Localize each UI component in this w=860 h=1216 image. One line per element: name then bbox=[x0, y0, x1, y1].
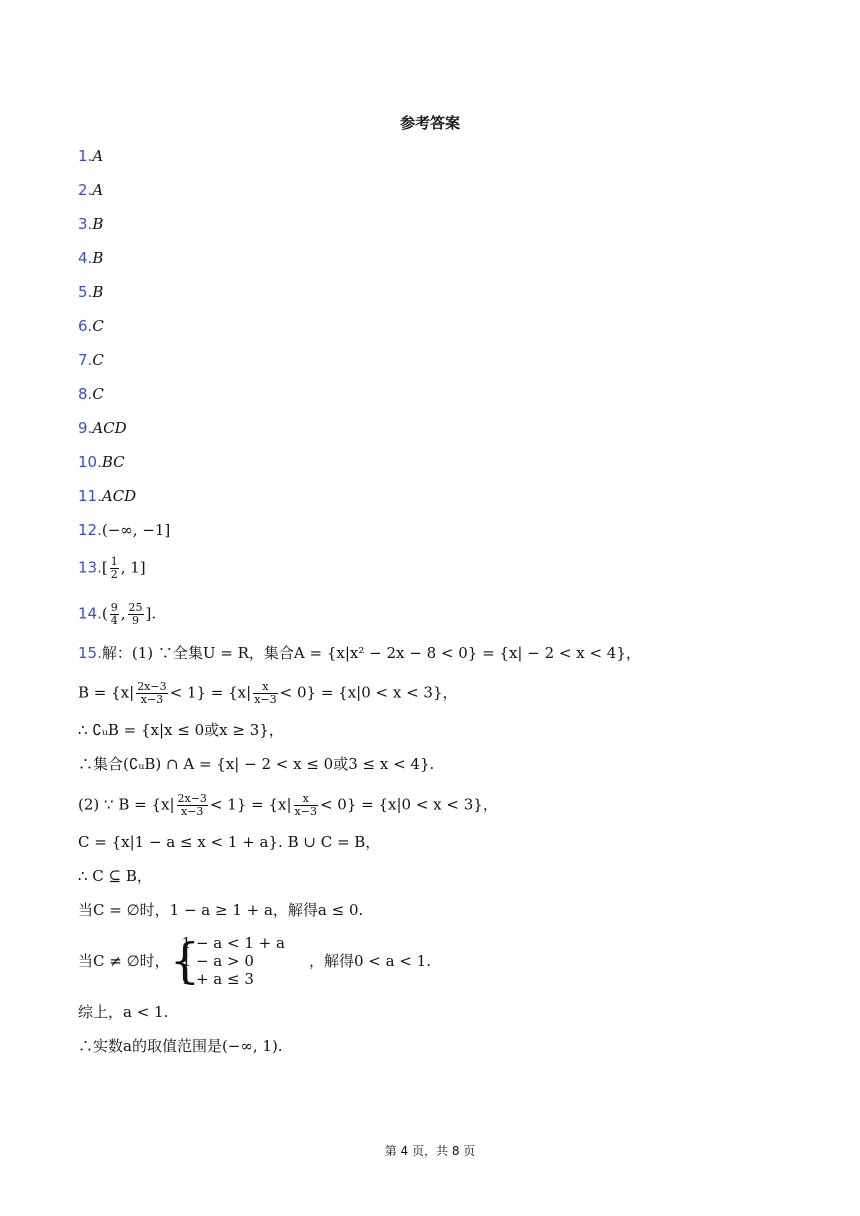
answer-text: A bbox=[92, 147, 104, 165]
answer-text: ACD bbox=[92, 419, 127, 437]
question-number: 14. bbox=[78, 604, 102, 623]
fraction: $\frac{2x-3}{x-3}$ bbox=[177, 792, 207, 818]
answer-text: B bbox=[92, 215, 104, 233]
answer-text: B bbox=[92, 249, 104, 267]
page-title: 参考答案 bbox=[399, 114, 460, 132]
page-footer: 第 4 页，共 8 页 bbox=[384, 1144, 476, 1158]
question-number: 5. bbox=[78, 283, 93, 301]
solution-line: C = {x|1 − a ≤ x < 1 + a}. B ∪ C = B， bbox=[78, 833, 381, 851]
fraction: $\frac{x}{x-3}$ bbox=[254, 680, 277, 706]
answer-line bbox=[78, 248, 103, 268]
fraction: $\frac{9}{4}$ bbox=[110, 601, 118, 627]
answer-text: B bbox=[92, 283, 104, 301]
fraction: $\frac{x}{x-3}$ bbox=[294, 792, 317, 818]
solution-line: (2) ∵ B = {x| $\frac{2x-3}{x-3}$ < 1} = {x| $\frac{x}{x-3}$ < 0} = {x|0 < x < 3}， bbox=[78, 792, 498, 818]
question-number: 9. bbox=[78, 419, 93, 437]
question-number: 2. bbox=[78, 181, 93, 199]
question-number: 3. bbox=[78, 215, 93, 233]
solution-line: ∴集合(∁ᵤB) ∩ A = {x| − 2 < x ≤ 0或3 ≤ x < 4}. bbox=[78, 755, 435, 773]
answer-line-13: 13.[ $\frac{1}{2}$ , 1] bbox=[78, 555, 146, 581]
solution-line-system: 当C ≠ ∅时， { 1 − a < 1 + a 1 − a > 0 1 + a ≤ 3 ，解得0 < a < 1. bbox=[78, 933, 431, 989]
fraction: $\frac{25}{9}$ bbox=[128, 601, 143, 627]
answer-text: C bbox=[92, 385, 104, 403]
answer-line bbox=[78, 214, 103, 234]
question-number: 8. bbox=[78, 385, 93, 403]
answer-line bbox=[78, 520, 170, 540]
question-number: 12. bbox=[78, 521, 102, 539]
solution-line: ∴ ∁ᵤB = {x|x ≤ 0或x ≥ 3}， bbox=[78, 721, 284, 739]
answer-line bbox=[78, 282, 103, 302]
solution-line: 当C = ∅时，1 − a ≥ 1 + a，解得a ≤ 0. bbox=[78, 901, 364, 919]
answer-text: ACD bbox=[101, 487, 137, 505]
answer-line bbox=[78, 384, 104, 404]
answer-line bbox=[78, 316, 104, 336]
question-number: 4. bbox=[78, 249, 93, 267]
answer-text: C bbox=[92, 317, 104, 335]
question-number: 7. bbox=[78, 351, 93, 369]
answer-line bbox=[78, 180, 103, 200]
answer-text: A bbox=[92, 181, 104, 199]
solution-line: B = {x| $\frac{2x-3}{x-3}$ < 1} = {x| $\frac{x}{x-3}$ < 0} = {x|0 < x < 3}， bbox=[78, 680, 458, 706]
fraction: $\frac{1}{2}$ bbox=[110, 555, 118, 581]
answer-line-14: 14.( $\frac{9}{4}$ , $\frac{25}{9}$ ]. bbox=[78, 601, 157, 627]
question-number: 6. bbox=[78, 317, 93, 335]
question-number: 1. bbox=[78, 147, 93, 165]
solution-line: ∴ C ⊆ B， bbox=[78, 867, 152, 885]
answer-text: (−∞, −1] bbox=[101, 521, 171, 539]
question-number: 10. bbox=[78, 453, 102, 471]
fraction: $\frac{2x-3}{x-3}$ bbox=[137, 680, 167, 706]
solution-line: 15.解：(1) ∵全集U = R，集合A = {x|x² − 2x − 8 < 0} = {x| − 2 < x < 4}， bbox=[78, 644, 641, 662]
equation-system: { 1 − a < 1 + a 1 − a > 0 1 + a ≤ 3 bbox=[169, 933, 285, 989]
solution-line: ∴实数a的取值范围是(−∞, 1). bbox=[78, 1037, 283, 1055]
answer-line bbox=[78, 418, 127, 438]
answer-text: BC bbox=[101, 453, 125, 471]
solution-line: 综上，a < 1. bbox=[78, 1003, 169, 1021]
question-number: 11. bbox=[78, 487, 102, 505]
question-number: 13. bbox=[78, 558, 102, 577]
answer-line bbox=[78, 146, 103, 166]
answer-line bbox=[78, 486, 136, 506]
answer-text: C bbox=[92, 351, 104, 369]
answer-line bbox=[78, 452, 125, 472]
answer-line bbox=[78, 350, 104, 370]
question-number: 15. bbox=[78, 644, 102, 662]
